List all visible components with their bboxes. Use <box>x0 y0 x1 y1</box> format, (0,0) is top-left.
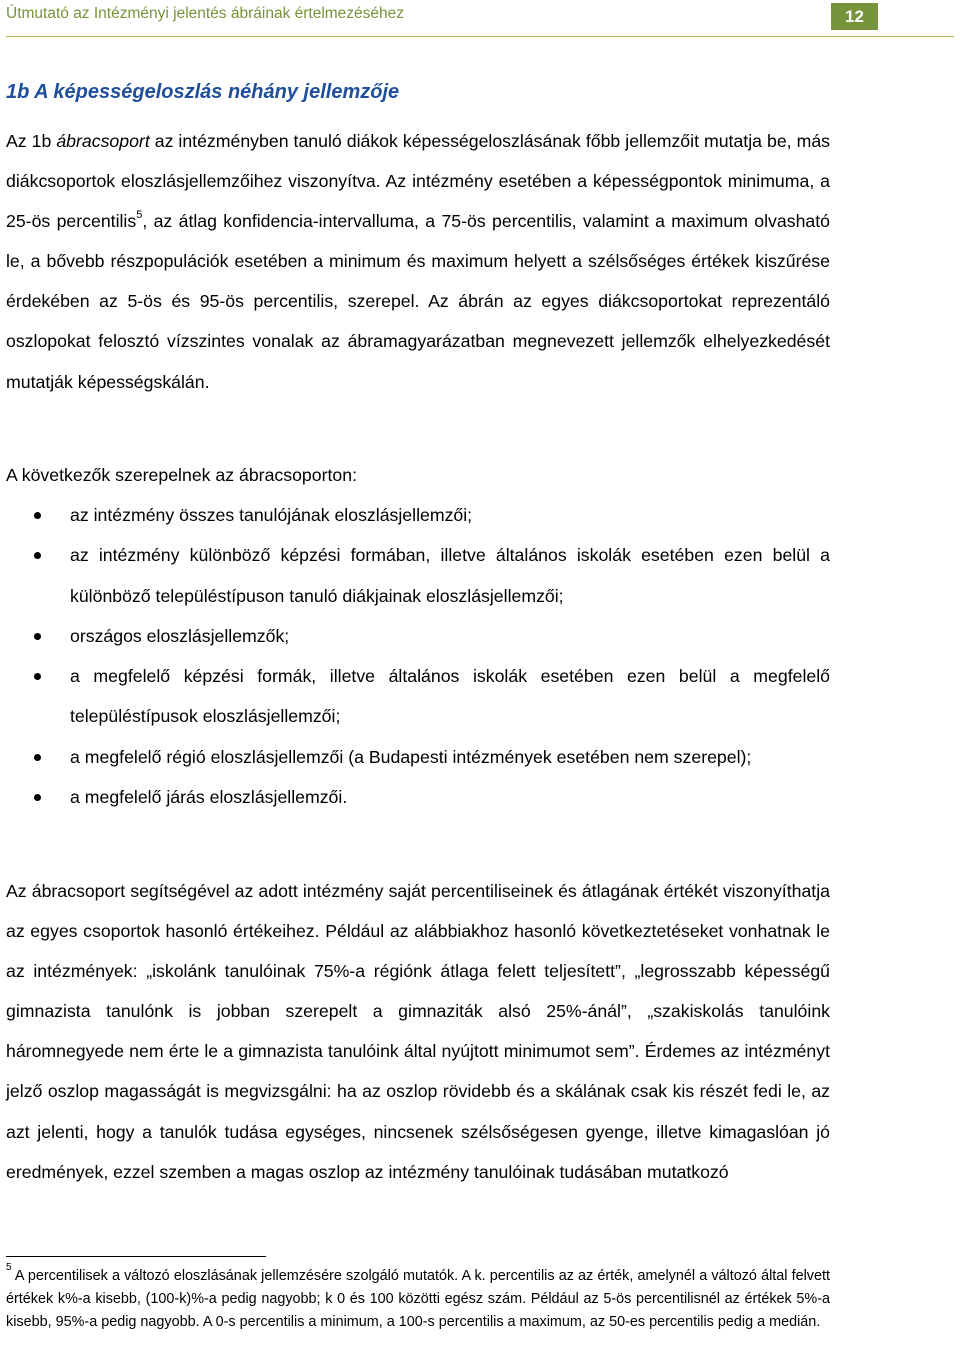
intro-paragraph <box>6 121 830 402</box>
page-header <box>0 0 960 36</box>
page-number-badge: 12 <box>831 3 878 30</box>
footnote-text: A percentilisek a változó eloszlásának jellemzésére szolgáló mutatók. A k. percentilis az az érték, amelynél a változó által felvett értékek k%-a kisebb, (100-k)%-a pedig nagyobb; k 0 és 100 közötti egész szám. Például az 5-ös percentilisnél az értékek 5%-a kisebb, 95%-a pedig nagyobb. A 0-s percentilis a minimum, a 100-s percentilis a maximum, az 50-es percentilis pedig a medián. <box>6 1268 830 1330</box>
list-item <box>6 495 830 535</box>
section-heading: 1b A képességeloszlás néhány jellemzője <box>6 81 400 103</box>
bullet-list <box>6 495 830 817</box>
list-item <box>6 616 830 656</box>
list-item <box>6 535 830 616</box>
footnote-separator <box>6 1256 266 1257</box>
list-item-text: az intézmény különböző képzési formában, illetve általános iskolák esetében ezen belül a különböző településtípuson tanuló diákjainak eloszlásjellemzői; <box>70 545 830 606</box>
intro-emphasis: ábracsoport <box>56 131 150 151</box>
footnote-marker: 5 <box>6 1262 12 1274</box>
closing-paragraph: Az ábracsoport segítségével az adott intézmény saját percentiliseinek és átlagának értékét viszonyíthatja az egyes csoportok hasonló értékeihez. Például az alábbiakhoz hasonló következtetéseket vonhatnak le az intézmények: „iskolánk tanulóinak 75%-a régiónk átlaga felett teljesített”, „legrosszabb képességű gimnazista tanulónk is jobban szerepelt a gimnaziták alsó 25%-ánál”, „szakiskolás tanulóink háromnegyede nem érte le a gimnazista tanulóink által nyújtott minimumot sem”. Érdemes az intézményt jelző oszlop magasságát is megvizsgálni: ha az oszlop rövidebb és a skálának csak kis részét fedi le, az azt jelenti, hogy a tanulók tudása egységes, nincsenek szélsőségesen gyenge, illetve kimagaslóan jó eredmények, ezzel szemben a magas oszlop az intézmény tanulóinak tudásában mutatkozó <box>6 881 830 1182</box>
list-item-text: országos eloszlásjellemzők; <box>70 625 290 646</box>
intro-text-2: az intézményben tanuló diákok képességeloszlásának főbb jellemzőit mutatja be, más diákcsoportok eloszlásjellemzőihez viszonyítva. Az intézmény esetében a képességpontok minimuma, a 25-ös percentilis <box>6 131 830 232</box>
list-item-text: a megfelelő képzési formák, illetve általános iskolák esetében ezen belül a megfelelő településtípusok eloszlásjellemzői; <box>70 666 830 727</box>
list-item-text: az intézmény összes tanulójának eloszlásjellemzői; <box>70 505 473 525</box>
bullet-icon <box>34 633 41 640</box>
header-divider <box>6 36 954 37</box>
document-title: Útmutató az Intézményi jelentés ábráinak értelmezéséhez <box>6 5 405 22</box>
footnote-reference[interactable]: 5 <box>136 209 143 222</box>
list-item <box>6 737 830 777</box>
list-item-text: a megfelelő régió eloszlásjellemzői (a Budapesti intézmények esetében nem szerepel); <box>70 746 752 767</box>
intro-text-1: Az 1b <box>6 131 57 151</box>
footnote <box>6 1262 830 1334</box>
list-item <box>6 656 830 737</box>
list-item-text: a megfelelő járás eloszlásjellemzői. <box>70 787 348 808</box>
bullet-icon <box>34 512 41 519</box>
list-item <box>6 777 830 817</box>
list-intro: A következők szerepelnek az ábracsoporton: <box>6 465 358 485</box>
bullet-icon <box>34 794 41 801</box>
intro-text-3: , az átlag konfidencia-intervalluma, a 75-ös percentilis, valamint a maximum olvasható le, a bővebb részpopulációk esetében a minimum és maximum helyett a szélsőséges értékek kiszűrése érdekében az 5-ös és 95-ös percentilis, szerepel. Az ábrán az egyes diákcsoportokat reprezentáló oszlopokat felosztó vízszintes vonalak az ábramagyarázatban megnevezett jellemzők elhelyezkedését mutatják képességskálán. <box>6 211 830 392</box>
bullet-icon <box>34 754 41 761</box>
bullet-icon <box>34 673 41 680</box>
bullet-icon <box>34 552 41 559</box>
